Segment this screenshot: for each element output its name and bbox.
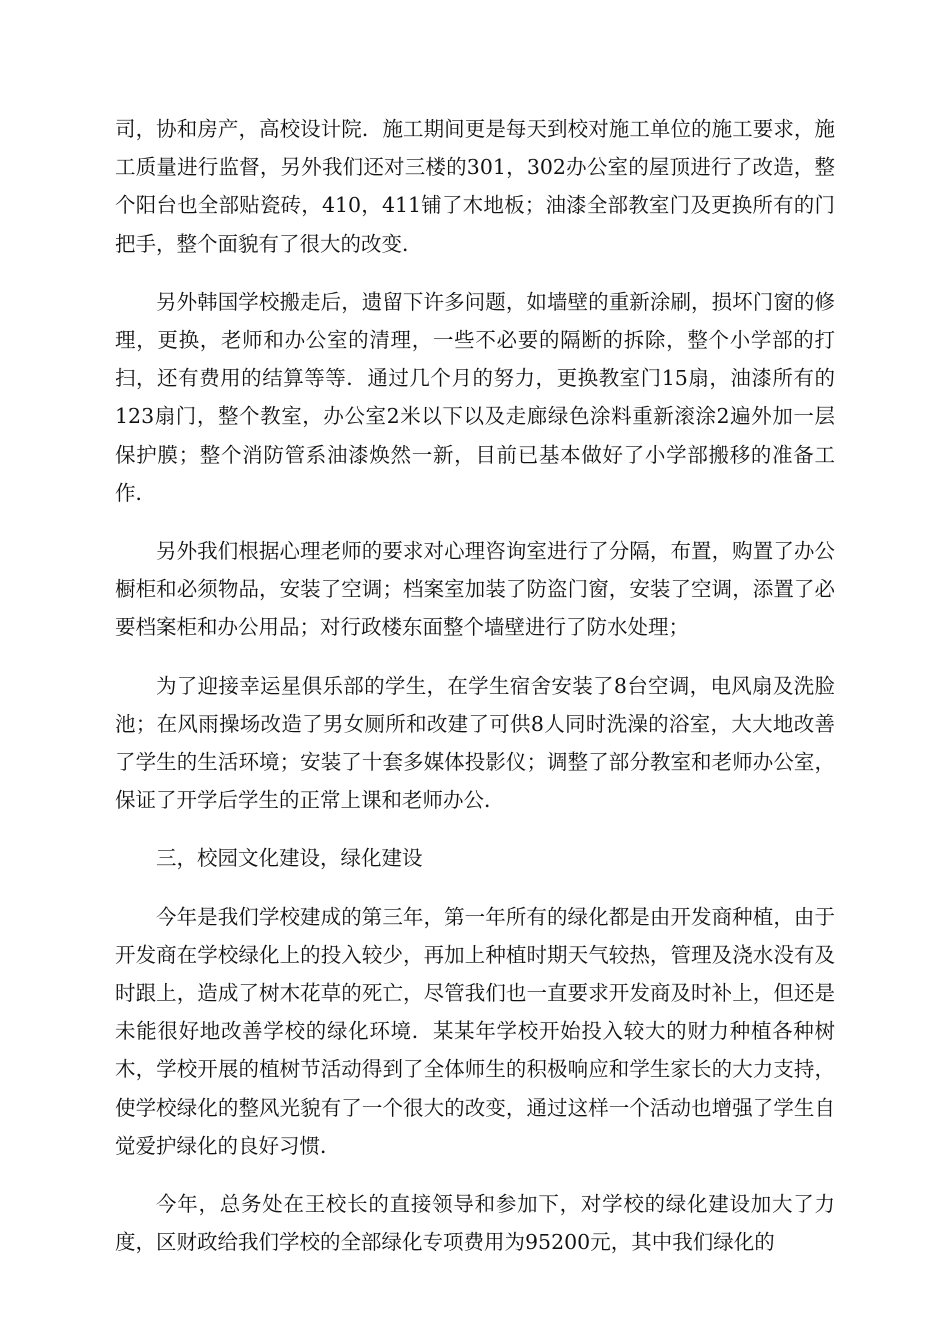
- section-heading: 三，校园文化建设，绿化建设: [156, 846, 423, 871]
- paragraph-korean-school: 另外韩国学校搬走后，遗留下许多问题，如墙壁的重新涂刷，损坏门窗的修理，更换，老师和办公室的清理，一些不必要的隔断的拆除，整个小学部的打扫，还有费用的结算等等．通过几个月的努力，更换教室门15扇，油漆所有的123扇门，整个教室，办公室2米以下以及走廊绿色涂料重新滚涂2遍外加一层保护膜；整个消防管系油漆焕然一新，目前已基本做好了小学部搬移的准备工作．: [115, 289, 835, 505]
- document-page: [115, 110, 835, 1281]
- paragraph-greening-budget: 今年，总务处在王校长的直接领导和参加下，对学校的绿化建设加大了力度，区财政给我们学校的全部绿化专项费用为95200元，其中我们绿化的: [115, 1192, 835, 1255]
- paragraph-continuation: 司，协和房产，高校设计院．施工期间更是每天到校对施工单位的施工要求，施工质量进行监督，另外我们还对三楼的301，302办公室的屋顶进行了改造，整个阳台也全部贴瓷砖，410，411铺了木地板；油漆全部教室门及更换所有的门把手，整个面貌有了很大的改变．: [115, 117, 835, 256]
- paragraph-lucky-star-club: 为了迎接幸运星俱乐部的学生，在学生宿舍安装了8台空调，电风扇及洗脸池；在风雨操场改造了男女厕所和改建了可供8人同时洗澡的浴室，大大地改善了学生的生活环境；安装了十套多媒体投影仪；调整了部分教室和老师办公室，保证了开学后学生的正常上课和老师办公．: [115, 673, 835, 813]
- paragraph-counseling-room: 另外我们根据心理老师的要求对心理咨询室进行了分隔，布置，购置了办公橱柜和必须物品，安装了空调；档案室加装了防盗门窗，安装了空调，添置了必要档案柜和办公用品；对行政楼东面整个墙壁进行了防水处理；: [115, 539, 835, 640]
- paragraph-greening-history: 今年是我们学校建成的第三年，第一年所有的绿化都是由开发商种植，由于开发商在学校绿化上的投入较少，再加上种植时期天气较热，管理及浇水没有及时跟上，造成了树木花草的死亡，尽管我们也一直要求开发商及时补上，但还是未能很好地改善学校的绿化环境．某某年学校开始投入较大的财力种植各种树木，学校开展的植树节活动得到了全体师生的积极响应和学生家长的大力支持，使学校绿化的整风光貌有了一个很大的改变，通过这样一个活动也增强了学生自觉爱护绿化的良好习惯．: [115, 904, 835, 1158]
